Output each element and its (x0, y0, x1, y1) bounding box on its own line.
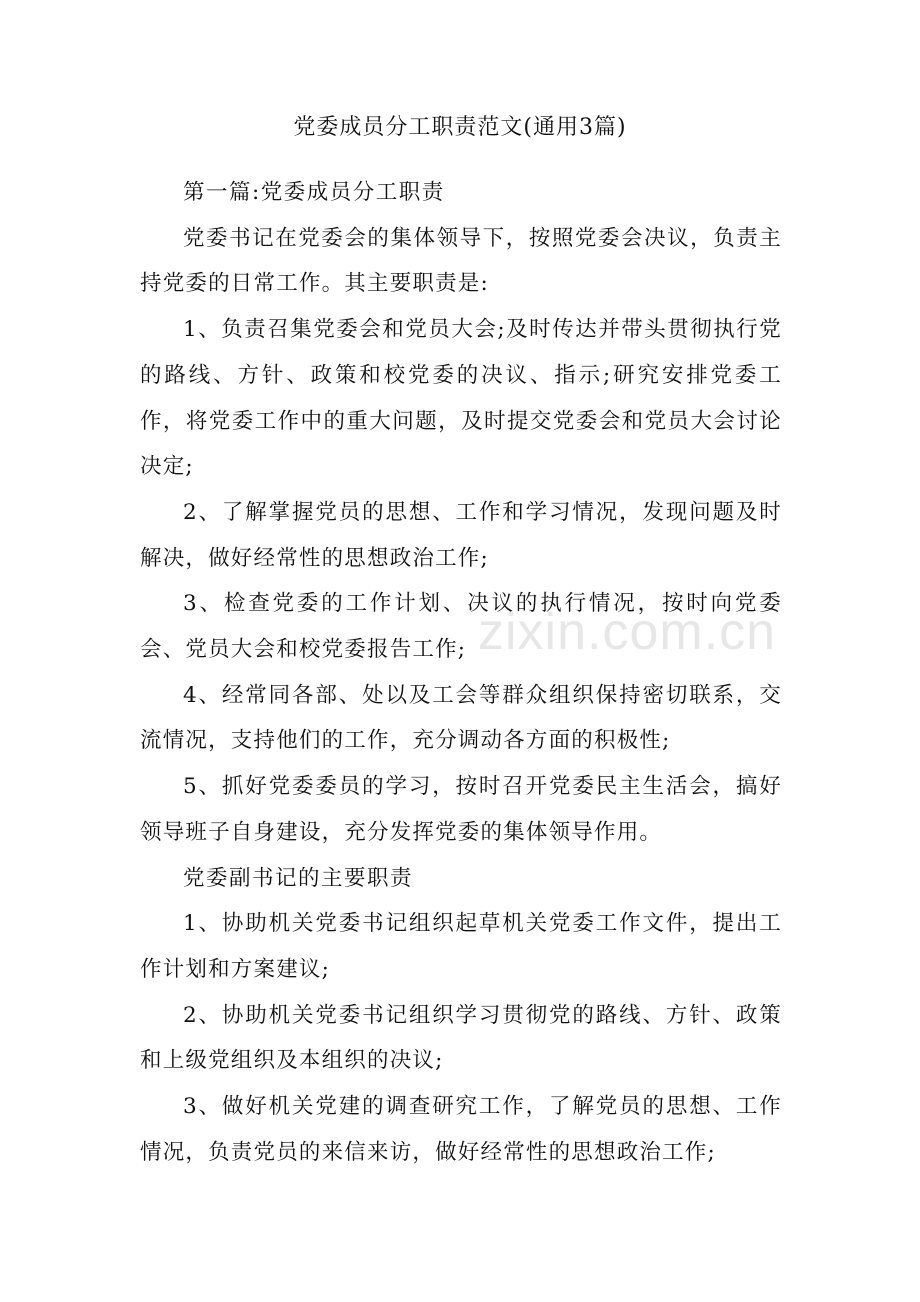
paragraph: 3、做好机关党建的调查研究工作，了解党员的思想、工作情况，负责党员的来信来访，做好经常性的思想政治工作; (140, 1094, 782, 1165)
paragraph: 3、检查党委的工作计划、决议的执行情况，按时向党委会、党员大会和校党委报告工作; (140, 591, 782, 663)
paragraph: 2、了解掌握党员的思想、工作和学习情况，发现问题及时解决，做好经常性的思想政治工作; (140, 499, 782, 571)
paragraph: 5、抓好党委委员的学习，按时召开党委民主生活会，搞好领导班子自身建设，充分发挥党委的集体领导作用。 (140, 774, 782, 845)
subsection-heading: 党委副书记的主要职责 (183, 865, 414, 891)
document-body (140, 170, 782, 1175)
paragraph: 1、负责召集党委会和党员大会;及时传达并带头贯彻执行党的路线、方针、政策和校党委的决议、指示;研究安排党委工作，将党委工作中的重大问题，及时提交党委会和党员大会讨论决定; (140, 317, 782, 480)
section-heading: 第一篇:党委成员分工职责 (183, 180, 445, 205)
paragraph: 1、协助机关党委书记组织起草机关党委工作文件，提出工作计划和方案建议; (140, 911, 782, 982)
paragraph: 党委书记在党委会的集体领导下，按照党委会决议，负责主持党委的日常工作。其主要职责是: (140, 225, 782, 297)
paragraph: 4、经常同各部、处以及工会等群众组织保持密切联系，交流情况，支持他们的工作，充分调动各方面的积极性; (140, 682, 782, 754)
document-title: 党委成员分工职责范文(通用3篇) (293, 115, 627, 140)
paragraph: 2、协助机关党委书记组织学习贯彻党的路线、方针、政策和上级党组织及本组织的决议; (140, 1002, 782, 1074)
watermark: zixin.com.cn (478, 603, 777, 661)
